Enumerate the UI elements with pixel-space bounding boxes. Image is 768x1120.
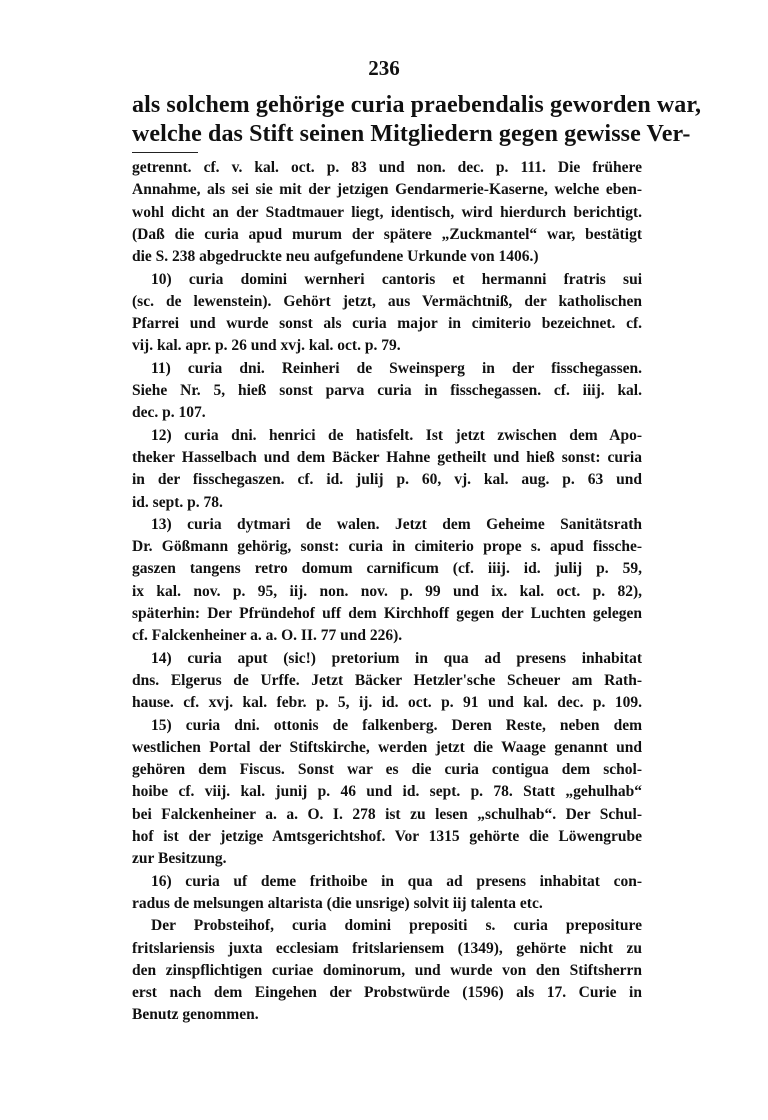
footnote-line: westlichen Portal der Stiftskirche, werden jetzt die Waage genannt und — [132, 738, 642, 756]
footnote-line: dec. p. 107. — [132, 404, 206, 422]
footnote-line: gehören dem Fiscus. Sonst war es die curia contigua dem schol- — [132, 761, 642, 779]
footnote-line: radus de melsungen altarista (die unsrige) solvit iij talenta etc. — [132, 894, 543, 912]
footnote-line: 16) curia uf deme frithoibe in qua ad presens inhabitat con- — [151, 872, 642, 890]
main-text-line: als solchem gehörige curia praebendalis geworden war, — [132, 92, 702, 118]
footnote-line: zur Besitzung. — [132, 850, 227, 868]
footnote-line: 10) curia domini wernheri cantoris et hermanni fratris sui — [151, 270, 642, 288]
footnote-line: in der fisschegaszen. cf. id. julij p. 60, vj. kal. aug. p. 63 und — [132, 471, 642, 489]
footnote-line: 13) curia dytmari de walen. Jetzt dem Geheime Sanitätsrath — [151, 515, 642, 533]
footnote-line: bei Falckenheiner a. a. O. I. 278 ist zu lesen „schulhab“. Der Schul- — [132, 805, 642, 823]
footnote-line: hause. cf. xvj. kal. febr. p. 5, ij. id. oct. p. 91 und kal. dec. p. 109. — [132, 694, 642, 712]
footnote-line: die S. 238 abgedruckte neu aufgefundene Urkunde von 1406.) — [132, 248, 539, 266]
footnote-line: theker Hasselbach und dem Bäcker Hahne getheilt und hieß sonst: curia — [132, 448, 642, 466]
footnote-line: hoibe cf. viij. kal. junij p. 46 und id. sept. p. 78. Statt „gehulhab“ — [132, 783, 642, 801]
footnote-line: Der Probsteihof, curia domini prepositi s. curia prepositure — [151, 917, 642, 935]
footnote-line: dns. Elgerus de Urffe. Jetzt Bäcker Hetzler'sche Scheuer am Rath- — [132, 671, 642, 689]
footnote-line: 15) curia dni. ottonis de falkenberg. Deren Reste, neben dem — [151, 716, 642, 734]
footnote-line: 12) curia dni. henrici de hatisfelt. Ist jetzt zwischen dem Apo- — [151, 426, 642, 444]
footnote-line: id. sept. p. 78. — [132, 493, 223, 511]
footnote-line: (sc. de lewenstein). Gehört jetzt, aus Vermächtniß, der katholischen — [132, 292, 642, 310]
footnote-line: getrennt. cf. v. kal. oct. p. 83 und non. dec. p. 111. Die frühere — [132, 159, 642, 176]
footnote-line: Dr. Gößmann gehörig, sonst: curia in cimiterio prope s. apud fissche- — [132, 538, 642, 556]
footnote-line: 14) curia aput (sic!) pretorium in qua ad presens inhabitat — [151, 649, 642, 667]
footnote-line: Benutz genommen. — [132, 1006, 259, 1024]
footnote-line: erst nach dem Eingehen der Probstwürde (1596) als 17. Curie in — [132, 984, 642, 1002]
footnote-line: wohl dicht an der Stadtmauer liegt, identisch, wird hierdurch berichtigt. — [132, 203, 642, 221]
footnote-line: Pfarrei und wurde sonst als curia major in cimiterio bezeichnet. cf. — [132, 315, 642, 333]
footnote-line: (Daß die curia apud murum der spätere „Zuckmantel“ war, bestätigt — [132, 225, 642, 243]
footnote-line: gaszen tangens retro domum carnificum (cf. iiij. id. julij p. 59, — [132, 560, 642, 578]
footnote-line: ix kal. nov. p. 95, iij. non. nov. p. 99 und ix. kal. oct. p. 82), — [132, 582, 642, 600]
footnote-line: späterhin: Der Pfründehof uff dem Kirchhoff gegen der Luchten gelegen — [132, 605, 642, 622]
footnote-line: cf. Falckenheiner a. a. O. II. 77 und 226). — [132, 627, 403, 645]
footnote-line: vij. kal. apr. p. 26 und xvj. kal. oct. p. 79. — [132, 337, 401, 355]
footnote-line: 11) curia dni. Reinheri de Sweinsperg in der fisschegassen. — [151, 359, 642, 377]
page-number: 236 — [368, 56, 400, 80]
footnote-separator — [132, 152, 198, 153]
footnote-line: Siehe Nr. 5, hieß sonst parva curia in fisschegassen. cf. iiij. kal. — [132, 382, 642, 399]
main-text-line: welche das Stift seinen Mitgliedern gegen gewisse Ver- — [132, 121, 691, 147]
footnote-line: den zinspflichtigen curiae dominorum, und wurde von den Stiftsherrn — [132, 961, 642, 979]
footnote-line: hof ist der jetzige Amtsgerichtshof. Vor 1315 gehörte die Löwengrube — [132, 828, 642, 845]
footnote-line: fritslariensis juxta ecclesiam fritslariensem (1349), gehörte nicht zu — [132, 939, 642, 957]
footnote-line: Annahme, als sei sie mit der jetzigen Gendarmerie-Kaserne, welche eben- — [132, 181, 642, 199]
